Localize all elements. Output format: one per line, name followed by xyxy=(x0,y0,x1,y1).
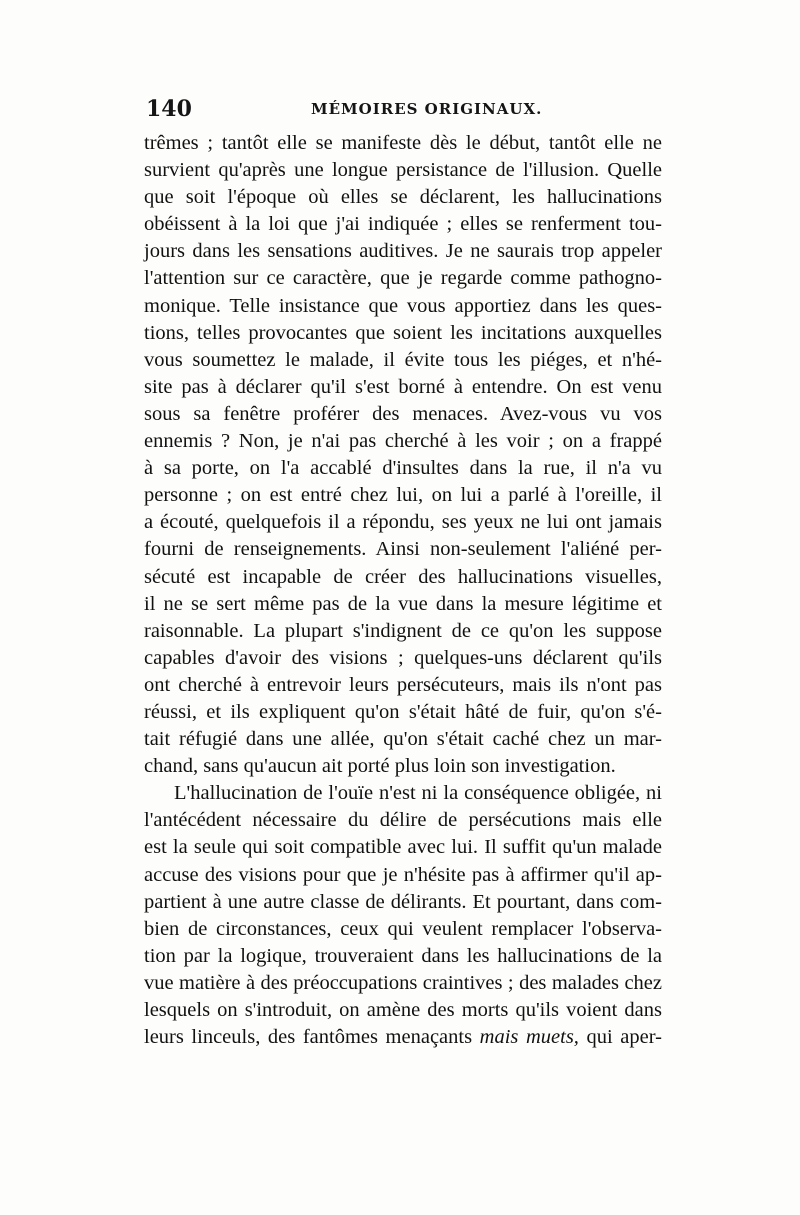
text-line: raisonnable. La plupart s'indignent de ce qu'on les suppose xyxy=(144,619,662,642)
text-line: l'attention sur ce caractère, que je regarde comme pathogno- xyxy=(144,267,662,290)
text-line: vue matière à des préoccupations craintives ; des malades chez xyxy=(144,971,662,994)
text-line: bien de circonstances, ceux qui veulent remplacer l'observa- xyxy=(144,917,662,940)
page-header xyxy=(146,96,666,124)
text-line: sécuté est incapable de créer des hallucinations visuelles, xyxy=(144,565,662,588)
paragraph-start-line: L'hallucination de l'ouïe n'est ni la conséquence obligée, ni xyxy=(174,782,662,805)
paragraph-end-line: chand, sans qu'aucun ait porté plus loin son investigation. xyxy=(144,755,616,778)
text-line: a écouté, quelquefois il a répondu, ses yeux ne lui ont jamais xyxy=(144,511,662,534)
text-line: l'antécédent nécessaire du délire de persécutions mais elle xyxy=(144,809,662,832)
text-line: monique. Telle insistance que vous apportiez dans les ques- xyxy=(144,294,662,317)
text-line: personne ; on est entré chez lui, on lui a parlé à l'oreille, il xyxy=(144,484,662,507)
text-line: jours dans les sensations auditives. Je ne saurais trop appeler xyxy=(144,240,662,263)
text-line: accuse des visions pour que je n'hésite pas à affirmer qu'il ap- xyxy=(144,863,662,886)
text-line: à sa porte, on l'a accablé d'insultes dans la rue, il n'a vu xyxy=(144,457,662,480)
text-line: obéissent à la loi que j'ai indiquée ; elles se renferment tou- xyxy=(144,213,662,236)
text-line: fourni de renseignements. Ainsi non-seulement l'aliéné per- xyxy=(144,538,662,561)
text-line: lesquels on s'introduit, on amène des morts qu'ils voient dans xyxy=(144,999,662,1021)
final-line-text-after: qui aper- xyxy=(578,1026,662,1049)
text-line: tions, telles provocantes que soient les incitations auxquelles xyxy=(144,321,662,344)
page-number: 140 xyxy=(146,96,192,122)
text-line: sous sa fenêtre proférer des menaces. Avez-vous vu vos xyxy=(144,402,662,425)
text-line: site pas à déclarer qu'il s'est borné à entendre. On est venu xyxy=(144,375,662,398)
body-text xyxy=(144,130,662,1051)
italic-phrase: mais muets, xyxy=(479,1026,579,1049)
text-line: trêmes ; tantôt elle se manifeste dès le début, tantôt elle ne xyxy=(144,132,662,154)
text-line: que soit l'époque où elles se déclarent, les hallucinations xyxy=(144,186,662,209)
running-title: MÉMOIRES ORIGINAUX. xyxy=(311,100,543,118)
text-line: tait réfugié dans une allée, qu'on s'était caché chez un mar- xyxy=(144,728,662,751)
text-line: tion par la logique, trouveraient dans les hallucinations de la xyxy=(144,944,662,967)
text-line-with-italic xyxy=(144,1024,662,1051)
text-line: réussi, et ils expliquent qu'on s'était hâté de fuir, qu'on s'é- xyxy=(144,700,662,723)
text-line: survient qu'après une longue persistance de l'illusion. Quelle xyxy=(144,159,662,182)
text-line: capables d'avoir des visions ; quelques-uns déclarent qu'ils xyxy=(144,646,662,669)
text-line: il ne se sert même pas de la vue dans la mesure légitime et xyxy=(144,592,662,615)
text-line: ont cherché à entrevoir leurs persécuteurs, mais ils n'ont pas xyxy=(144,673,662,696)
final-line-text-before: leurs linceuls, des fantômes menaçants xyxy=(144,1026,480,1049)
text-line: ennemis ? Non, je n'ai pas cherché à les voir ; on a frappé xyxy=(144,430,662,453)
text-line: vous soumettez le malade, il évite tous les piéges, et n'hé- xyxy=(144,348,662,371)
text-line: est la seule qui soit compatible avec lui. Il suffit qu'un malade xyxy=(144,836,662,859)
text-line: partient à une autre classe de délirants. Et pourtant, dans com- xyxy=(144,890,662,913)
